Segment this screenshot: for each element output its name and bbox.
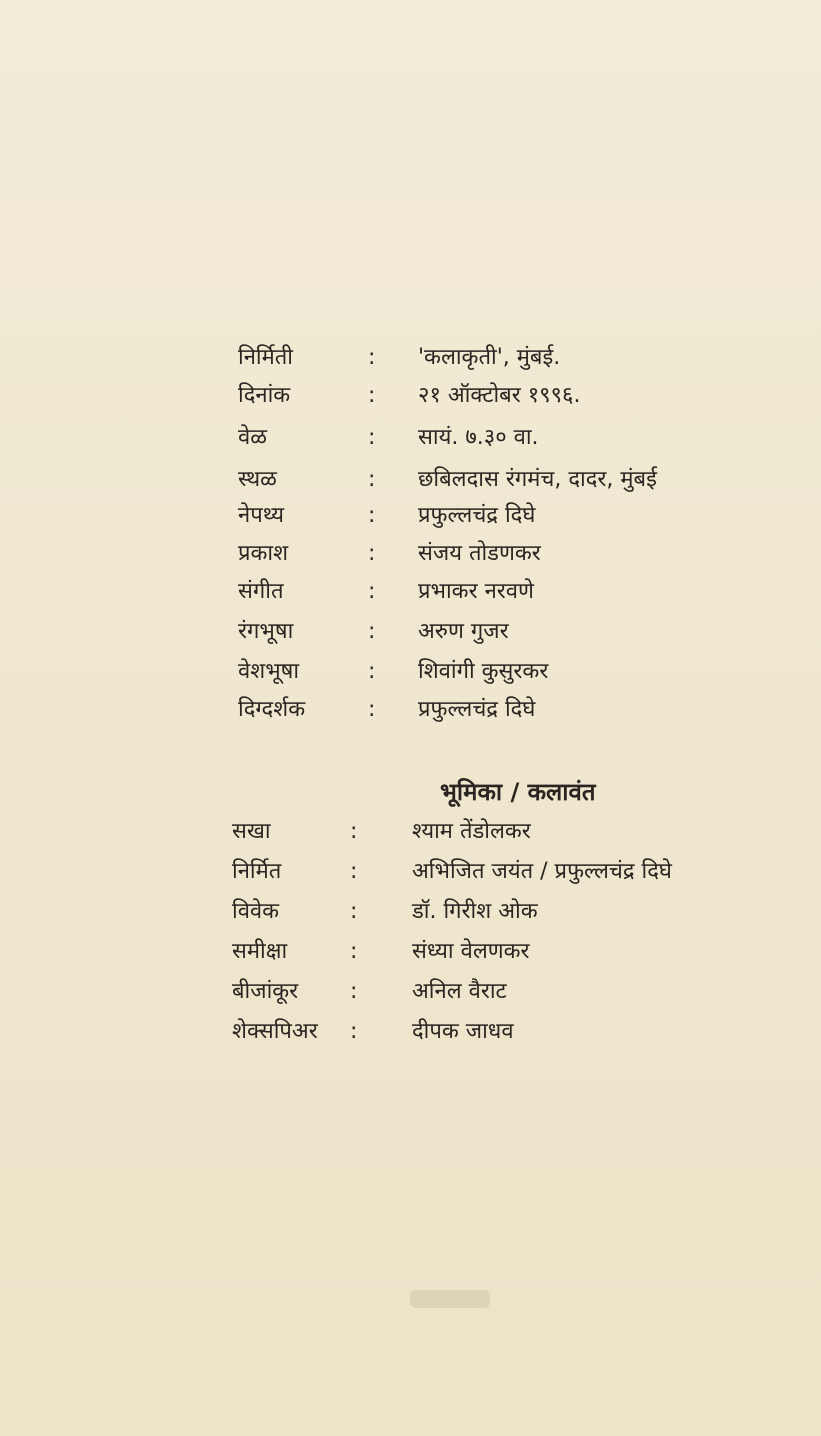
cast-role: शेक्सपिअर [232, 1019, 318, 1044]
credit-role: दिग्दर्शक [238, 697, 306, 722]
credit-role: नेपथ्य [238, 503, 284, 528]
cast-name: संध्या वेलणकर [412, 939, 530, 964]
cast-separator: : [350, 819, 358, 844]
cast-role: विवेक [232, 899, 280, 924]
credit-name: सायं. ७.३० वा. [418, 425, 539, 450]
credit-name: प्रभाकर नरवणे [418, 579, 534, 604]
cast-name: श्याम तेंडोलकर [412, 819, 531, 844]
credit-separator: : [368, 579, 376, 604]
cast-separator: : [350, 899, 358, 924]
credit-separator: : [368, 503, 376, 528]
credit-separator: : [368, 383, 376, 408]
credit-role: प्रकाश [238, 541, 289, 566]
credit-separator: : [368, 659, 376, 684]
cast-separator: : [350, 859, 358, 884]
credit-role: रंगभूषा [238, 619, 294, 644]
cast-role: बीजांकूर [232, 979, 299, 1004]
credit-role: वेशभूषा [238, 659, 300, 684]
credit-separator: : [368, 541, 376, 566]
credit-role: स्थळ [238, 467, 277, 492]
cast-role: निर्मित [232, 859, 282, 884]
cast-separator: : [350, 1019, 358, 1044]
cast-name: दीपक जाधव [412, 1019, 514, 1044]
credit-name: २१ ऑक्टोबर १९९६. [418, 383, 581, 408]
cast-separator: : [350, 979, 358, 1004]
cast-name: अभिजित जयंत / प्रफुल्लचंद्र दिघे [412, 859, 672, 884]
credit-separator: : [368, 697, 376, 722]
credit-name: 'कलाकृती', मुंबई. [418, 345, 561, 370]
credit-role: वेळ [238, 425, 267, 450]
cast-name: अनिल वैराट [412, 979, 507, 1004]
cast-separator: : [350, 939, 358, 964]
cast-name: डॉ. गिरीश ओक [412, 899, 538, 924]
credit-separator: : [368, 425, 376, 450]
credit-name: शिवांगी कुसुरकर [418, 659, 549, 684]
credit-name: प्रफुल्लचंद्र दिघे [418, 503, 536, 528]
cast-role: सखा [232, 819, 271, 844]
credit-role: निर्मिती [238, 345, 294, 370]
cast-heading: भूमिका / कलावंत [440, 778, 596, 806]
credit-name: संजय तोडणकर [418, 541, 541, 566]
credit-role: दिनांक [238, 383, 291, 408]
credit-name: छबिलदास रंगमंच, दादर, मुंबई [418, 467, 657, 492]
cast-role: समीक्षा [232, 939, 288, 964]
credit-separator: : [368, 619, 376, 644]
credit-role: संगीत [238, 579, 284, 604]
credit-separator: : [368, 467, 376, 492]
credit-name: अरुण गुजर [418, 619, 509, 644]
page-number-smudge [410, 1290, 490, 1308]
credit-separator: : [368, 345, 376, 370]
credit-name: प्रफुल्लचंद्र दिघे [418, 697, 536, 722]
